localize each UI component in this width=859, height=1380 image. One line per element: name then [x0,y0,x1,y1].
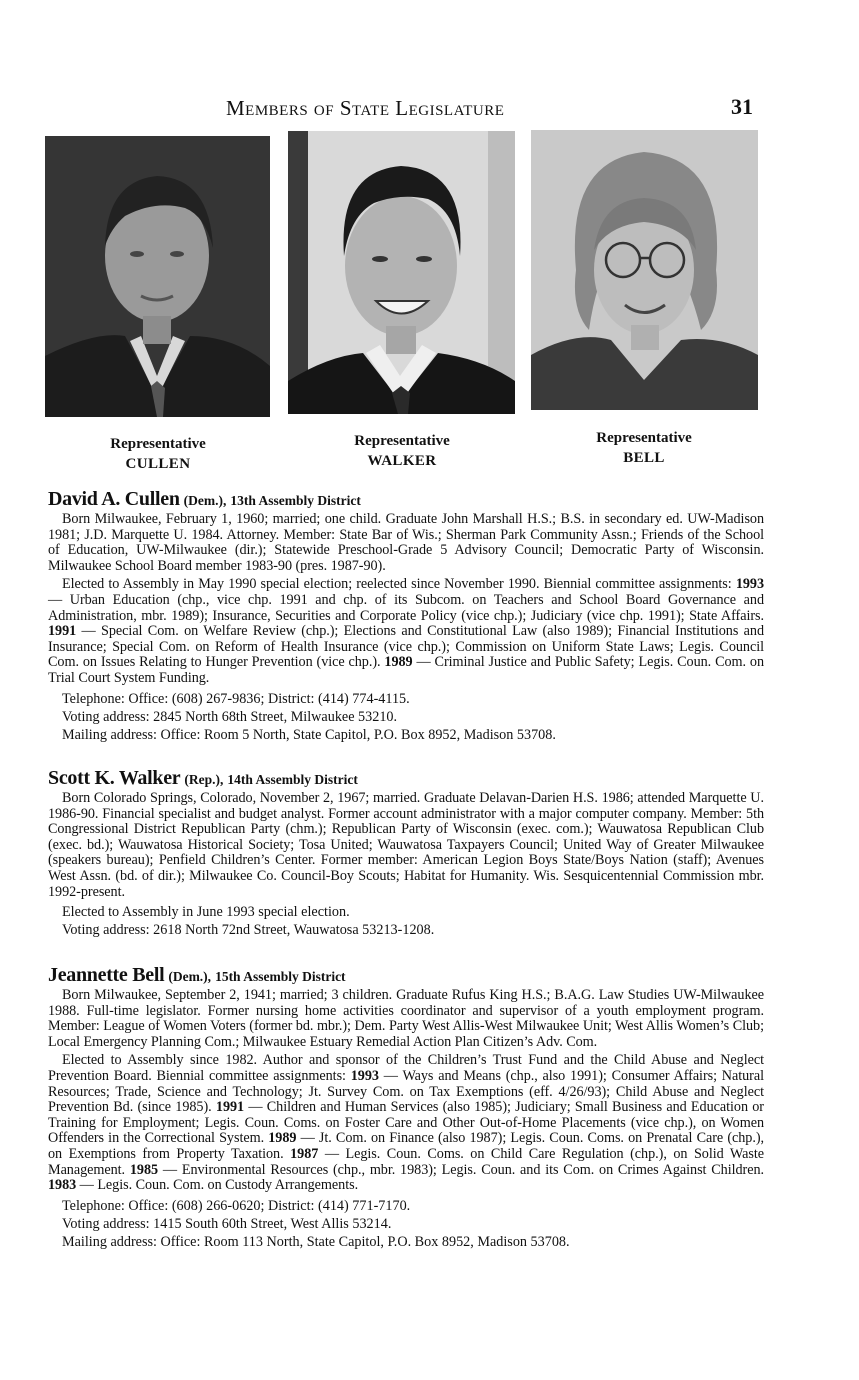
caption-surname: WALKER [367,453,437,469]
voting-address: Voting address: 2618 North 72nd Street, Wauwatosa 53213-1208. [62,922,435,939]
member-district: 14th Assembly District [227,772,358,787]
bio-background: Born Milwaukee, September 2, 1941; married; 3 children. Graduate Rufus King H.S.; B.A.G. Law Studies UW-Milwaukee 1988. Full-time legislator. Former nursing home activities coordinator and supervisor of a youth employment program. Member: League of Women Voters (former bd. mbr.); Dem. Party West Allis-West Milwaukee Unit; West Allis Women’s Club; Local Emergency Planning Com.; Milwaukee Estuary Remedial Action Plan Citizen’s Adv. Com. [48,987,764,1050]
bio-committees: Elected to Assembly in May 1990 special election; reelected since November 1990. Biennial committee assignments: 1993 — Urban Education (chp., vice chp. 1991 and chp. of its Subcom. on Teachers and School Board Governance and Administration, mbr. 1989); Insurance, Securities and Corporate Policy (vice chp.); Judiciary (vice chp. 1991); State Affairs. 1991 — Special Com. on Welfare Review (chp.); Elections and Constitutional Law (also 1989); Financial Institutions and Insurance; Special Com. on Reform of Health Insurance (vice chp.); Commission on Uniform State Laws; Legis. Council Com. on Issues Relating to Hunger Prevention (vice chp.). 1989 — Criminal Justice and Public Safety; Legis. Coun. Com. on Trial Court System Funding. [48,576,764,686]
mailing-address: Mailing address: Office: Room 113 North, State Capitol, P.O. Box 8952, Madison 53708. [62,1233,570,1250]
year-label: 1983 [48,1177,77,1194]
page-number: 31 [731,94,753,119]
page-title: Members of State Legislature [226,96,505,120]
voting-address: Voting address: 2845 North 68th Street, Milwaukee 53210. [62,708,398,725]
telephone: Telephone: Office: (608) 266-0620; District: (414) 771-7170. [62,1197,411,1214]
year-label: 1987 [290,1145,319,1162]
bio-background: Born Colorado Springs, Colorado, November 2, 1967; married. Graduate Delavan-Darien H.S. 1986; attended Marquette U. 1986-90. Financial specialist and budget analyst. Former account administrator with a major computer company. Member: 5th Congressional District Republican Party (chm.); Republican Party of Wisconsin (exec. com.); Wauwatosa Republican Club (exec. bd.); Wauwatosa Historical Society; Tosa United; Wauwatosa Taxpayers Council; United Way of Greater Milwaukee (speakers bureau); Penfield Children’s Center. Former member: American Legion Boys State/Boys Nation (staff); Avenues West Assn. (bd. of dir.); Milwaukee Co. Council-Boy Scouts; Habitat for Humanity. Wis. Sesquicentennial Commission mbr. 1992-present. [48,790,764,900]
year-label: 1991 [215,1099,245,1116]
caption-surname: BELL [623,450,665,466]
year-label: 1991 [48,623,77,640]
year-label: 1989 [384,654,413,671]
year-label: 1993 [735,576,764,593]
bio-walker [48,767,764,939]
photo-walker [288,131,515,414]
caption-role: Representative [110,436,206,452]
caption-bell [534,428,754,468]
member-district: 15th Assembly District [215,969,346,984]
telephone: Telephone: Office: (608) 267-9836; District: (414) 774-4115. [62,690,410,707]
bio-background: Born Milwaukee, February 1, 1960; married; one child. Graduate John Marshall H.S.; B.S. in secondary ed. UW-Madison 1981; J.D. Marquette U. 1984. Attorney. Member: State Bar of Wis.; Sherman Park Community Assn.; Friends of the School of Education, UW-Milwaukee (dir.); Statewide Preschool-Grade 5 Advisory Council; Democratic Party of Wisconsin. Milwaukee School Board member 1983-90 (pres. 1987-90). [48,511,764,574]
member-name: David A. Cullen [48,488,180,510]
voting-address: Voting address: 1415 South 60th Street, West Allis 53214. [62,1215,392,1232]
bio-heading [48,767,764,790]
photo-bell [531,130,758,410]
member-party: (Rep.), [184,772,224,787]
member-party: (Dem.), [183,493,227,508]
caption-surname: CULLEN [125,456,191,472]
year-label: 1993 [350,1067,379,1084]
portrait-bell-image [531,130,758,410]
caption-role: Representative [354,433,450,449]
year-label: 1985 [129,1161,159,1178]
portrait-walker-image [288,131,515,414]
member-district: 13th Assembly District [230,493,361,508]
bio-heading [48,488,764,511]
bio-heading [48,964,764,987]
year-label: 1989 [268,1130,297,1147]
caption-role: Representative [596,430,692,446]
member-name: Jeannette Bell [48,964,165,986]
member-name: Scott K. Walker [48,767,181,789]
caption-walker [292,431,512,471]
member-party: (Dem.), [168,969,212,984]
mailing-address: Mailing address: Office: Room 5 North, State Capitol, P.O. Box 8952, Madison 53708. [62,726,556,743]
bio-committees: Elected to Assembly since 1982. Author and sponsor of the Children’s Trust Fund and the Child Abuse and Neglect Prevention Board. Biennial committee assignments: 1993 — Ways and Means (chp., also 1991); Consumer Affairs; Natural Resources; Trade, Science and Technology; Jt. Survey Com. on Tax Exemptions (eff. 4/26/93); Child Abuse and Neglect Prevention Bd. (since 1985). 1991 — Children and Human Services (also 1985); Judiciary; Small Business and Education or Training for Employment; Legis. Coun. Coms. on Foster Care and Other Out-of-Home Placements (vice chp.), on Women Offenders in the Correctional System. 1989 — Jt. Com. on Finance (also 1987); Legis. Coun. Coms. on Prenatal Care (chp.), on Exemptions from Property Taxation. 1987 — Legis. Coun. Coms. on Child Care Regulation (chp.), on Solid Waste Management. 1985 — Environmental Resources (chp., mbr. 1983); Legis. Coun. and its Com. on Crimes Against Children. 1983 — Legis. Coun. Com. on Custody Arrangements. [48,1052,764,1194]
portrait-cullen-image [45,136,270,417]
page-header [0,92,859,124]
photo-cullen [45,136,270,417]
caption-cullen [48,434,268,474]
bio-bell [48,964,764,1251]
election-info: Elected to Assembly in June 1993 special election. [62,904,350,921]
bio-cullen [48,488,764,744]
